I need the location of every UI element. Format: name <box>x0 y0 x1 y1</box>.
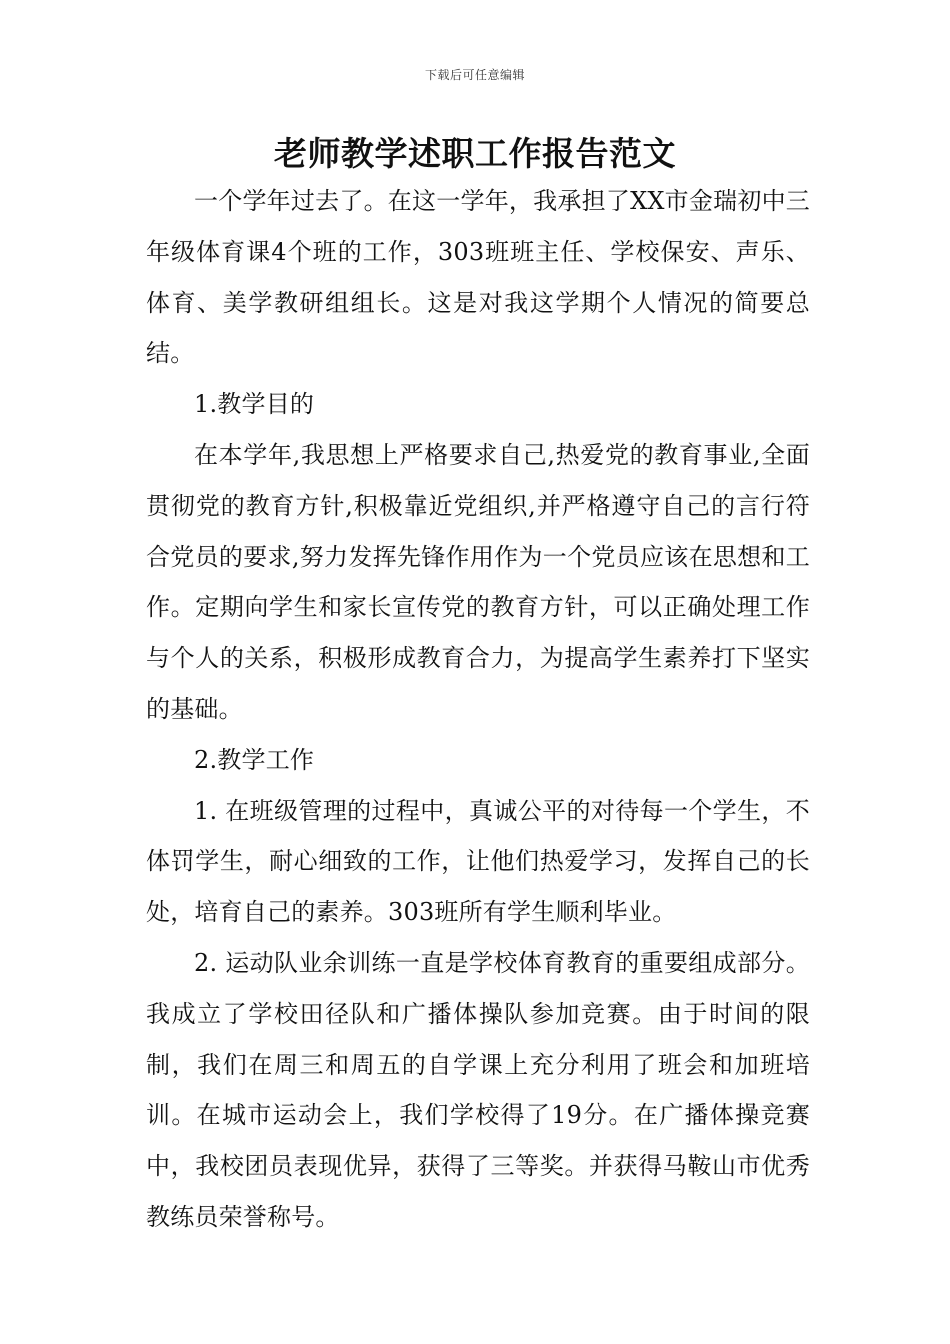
section-heading-teaching-goal: 1.教学目的 <box>194 390 315 419</box>
document-title: 老师教学述职工作报告范文 <box>274 134 676 173</box>
header-note: 下载后可任意编辑 <box>424 68 525 82</box>
section-heading-teaching-work: 2.教学工作 <box>194 745 315 774</box>
paragraph-sports-training: 2. 运动队业余训练一直是学校体育教育的重要组成部分。我成立了学校田径队和广播体操队参加竞赛。由于时间的限制，我们在周三和周五的自学课上充分利用了班会和加班培训。在城市运动会上，我们学校得了19分。在广播体操竞赛中，我校团员表现优异，获得了三等奖。并获得马鞍山市优秀教练员荣誉称号。 <box>146 948 810 1231</box>
paragraph-teaching-goal: 在本学年,我思想上严格要求自己,热爱党的教育事业,全面贯彻党的教育方针,积极靠近党组织,并严格遵守自己的言行符合党员的要求,努力发挥先锋作用作为一个党员应该在思想和工作。定期向学生和家长宣传党的教育方针，可以正确处理工作与个人的关系，积极形成教育合力，为提高学生素养打下坚实的基础。 <box>146 440 810 723</box>
paragraph-class-management: 1. 在班级管理的过程中，真诚公平的对待每一个学生，不体罚学生，耐心细致的工作，让他们热爱学习，发挥自己的长处，培育自己的素养。303班所有学生顺利毕业。 <box>146 796 810 927</box>
paragraph-intro: 一个学年过去了。在这一学年，我承担了XX市金瑞初中三年级体育课4个班的工作，303班班主任、学校保安、声乐、体育、美学教研组组长。这是对我这学期个人情况的简要总结。 <box>146 187 810 368</box>
document-body <box>146 176 810 1243</box>
